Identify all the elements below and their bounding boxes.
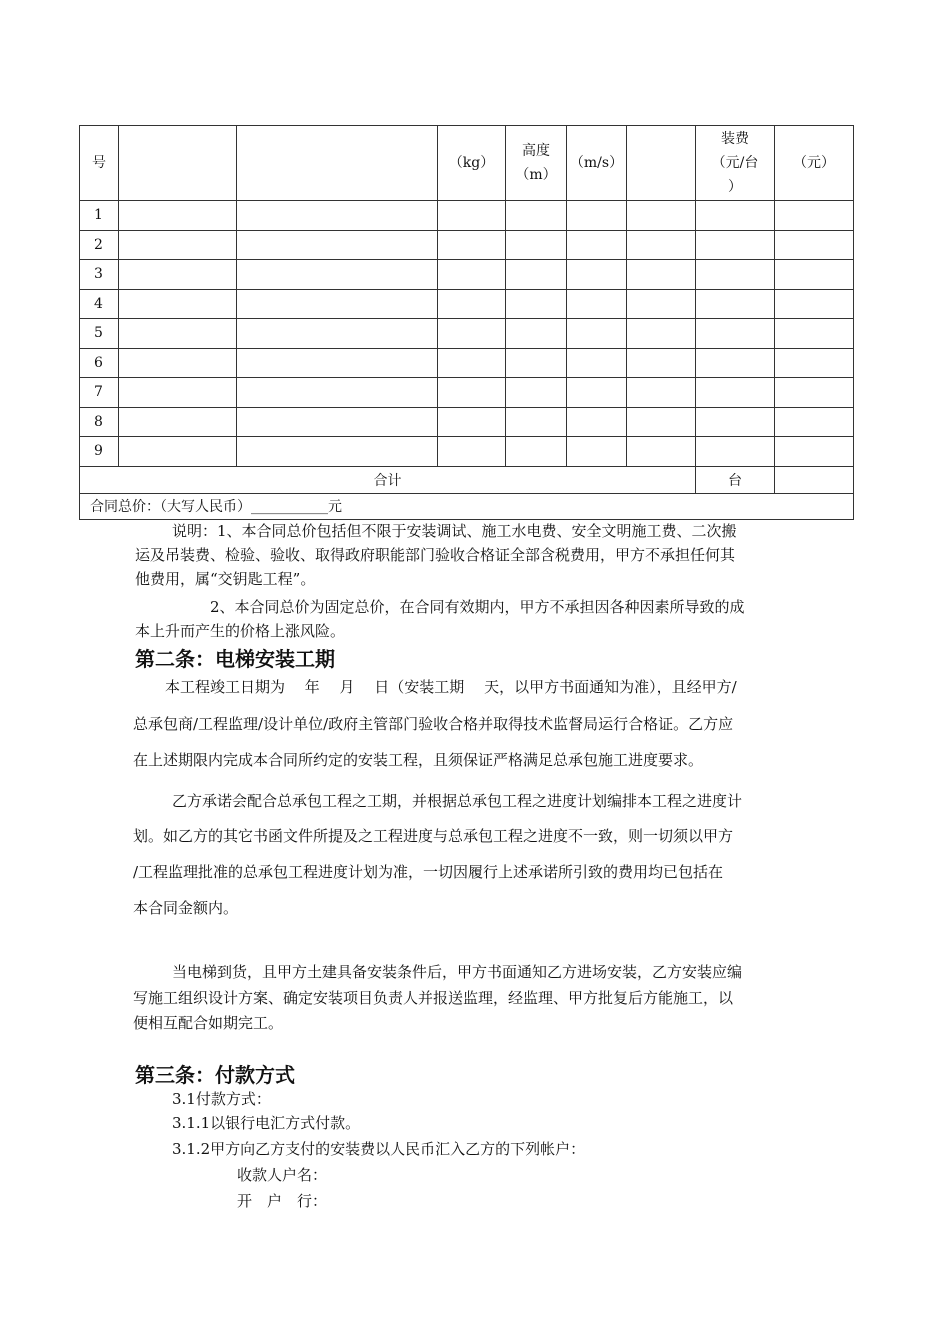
table-cell xyxy=(119,260,237,290)
section2-line: 本合同金额内。 xyxy=(133,899,239,917)
table-row xyxy=(80,230,854,260)
table-cell xyxy=(119,407,237,437)
note-line: 他费用，属“交钥匙工程”。 xyxy=(135,570,316,588)
table-cell xyxy=(506,230,567,260)
table-cell xyxy=(567,230,627,260)
table-cell xyxy=(775,378,854,408)
table-cell xyxy=(438,201,506,231)
table-row xyxy=(80,348,854,378)
table-row xyxy=(80,201,854,231)
table-cell xyxy=(438,289,506,319)
note-line: 2、本合同总价为固定总价，在合同有效期内，甲方不承担因各种因素所导致的成 xyxy=(210,598,745,616)
table-cell xyxy=(237,348,438,378)
contract-total: 合同总价：（大写人民币）___________元 xyxy=(80,493,854,519)
table-cell xyxy=(627,348,696,378)
header-cell xyxy=(237,126,438,201)
table-cell xyxy=(567,348,627,378)
table-row xyxy=(80,378,854,408)
table-cell xyxy=(567,407,627,437)
header-cell: （m/s） xyxy=(567,126,627,201)
table-cell xyxy=(438,407,506,437)
table-cell xyxy=(506,201,567,231)
table-cell xyxy=(119,319,237,349)
header-cell: 高度 （m） xyxy=(506,126,567,201)
table-cell xyxy=(775,260,854,290)
table-cell xyxy=(627,230,696,260)
table-cell xyxy=(506,407,567,437)
section3-line: 3.1付款方式： xyxy=(172,1090,271,1108)
table-cell xyxy=(775,201,854,231)
header-cell: 装费 （元/台 ） xyxy=(696,126,775,201)
section2-line: 本工程竣工日期为 年 月 日（安装工期 天，以甲方书面通知为准），且经甲方/ xyxy=(165,678,737,696)
elevator-price-table xyxy=(79,125,854,520)
table-cell xyxy=(775,407,854,437)
table-cell xyxy=(237,378,438,408)
table-cell xyxy=(696,378,775,408)
table-cell xyxy=(775,319,854,349)
payee-name-label: 收款人户名： xyxy=(237,1166,328,1184)
section2-line: 总承包商/工程监理/设计单位/政府主管部门验收合格并取得技术监督局运行合格证。乙方应 xyxy=(133,715,734,733)
table-cell xyxy=(237,289,438,319)
row-number: 8 xyxy=(80,407,119,437)
row-number: 3 xyxy=(80,260,119,290)
table-row xyxy=(80,407,854,437)
row-number: 5 xyxy=(80,319,119,349)
row-number: 7 xyxy=(80,378,119,408)
section3-line: 3.1.1以银行电汇方式付款。 xyxy=(172,1114,361,1132)
table-cell xyxy=(696,289,775,319)
table-cell xyxy=(438,348,506,378)
table-cell xyxy=(438,437,506,467)
table-cell xyxy=(567,201,627,231)
table-cell xyxy=(775,230,854,260)
table-cell xyxy=(119,289,237,319)
note-line: 本上升而产生的价格上涨风险。 xyxy=(135,622,346,640)
table-cell xyxy=(506,378,567,408)
table-row xyxy=(80,260,854,290)
table-cell xyxy=(775,437,854,467)
table-cell xyxy=(627,289,696,319)
header-cell xyxy=(627,126,696,201)
unit-label: 台 xyxy=(696,466,775,493)
note-line: 说明：1、本合同总价包括但不限于安装调试、施工水电费、安全文明施工费、二次搬 xyxy=(172,522,737,540)
table-cell xyxy=(119,201,237,231)
table-cell xyxy=(506,319,567,349)
table-row xyxy=(80,437,854,467)
table-cell xyxy=(438,319,506,349)
table-cell xyxy=(627,407,696,437)
header-cell: （kg） xyxy=(438,126,506,201)
table-cell xyxy=(696,201,775,231)
table-cell xyxy=(627,319,696,349)
table-cell xyxy=(119,378,237,408)
table-cell xyxy=(567,289,627,319)
table-cell xyxy=(237,319,438,349)
table-cell xyxy=(506,437,567,467)
table-cell xyxy=(119,348,237,378)
table-cell xyxy=(237,407,438,437)
table-cell xyxy=(696,260,775,290)
table-cell xyxy=(696,319,775,349)
table-cell xyxy=(696,230,775,260)
table-cell xyxy=(567,378,627,408)
table-cell xyxy=(438,378,506,408)
total-label: 合计 xyxy=(80,466,696,493)
table-cell xyxy=(237,230,438,260)
table-cell xyxy=(627,201,696,231)
section2-title: 第二条：电梯安装工期 xyxy=(135,647,335,671)
header-cell: 号 xyxy=(80,126,119,201)
section2-line: 乙方承诺会配合总承包工程之工期，并根据总承包工程之进度计划编排本工程之进度计 xyxy=(172,792,743,810)
table-cell xyxy=(438,260,506,290)
section3-title: 第三条：付款方式 xyxy=(135,1063,295,1087)
table-cell xyxy=(627,378,696,408)
table-cell xyxy=(627,437,696,467)
section2-line: 便相互配合如期完工。 xyxy=(133,1014,284,1032)
table-cell xyxy=(119,437,237,467)
section2-line: /工程监理批准的总承包工程进度计划为准，一切因履行上述承诺所引致的费用均已包括在 xyxy=(133,863,724,881)
row-number: 6 xyxy=(80,348,119,378)
section2-line: 写施工组织设计方案、确定安装项目负责人并报送监理，经监理、甲方批复后方能施工，以 xyxy=(133,989,734,1007)
bank-label: 开 户 行： xyxy=(237,1192,328,1210)
header-cell: （元） xyxy=(775,126,854,201)
row-number: 9 xyxy=(80,437,119,467)
table-cell xyxy=(696,407,775,437)
table-row xyxy=(80,289,854,319)
table-cell xyxy=(567,319,627,349)
table-cell xyxy=(506,348,567,378)
table-cell xyxy=(627,260,696,290)
row-number: 2 xyxy=(80,230,119,260)
table-cell xyxy=(775,348,854,378)
table-cell xyxy=(775,289,854,319)
header-cell xyxy=(119,126,237,201)
table-cell xyxy=(438,230,506,260)
section2-line: 划。如乙方的其它书函文件所提及之工程进度与总承包工程之进度不一致，则一切须以甲方 xyxy=(133,827,734,845)
table-cell xyxy=(567,437,627,467)
table-cell xyxy=(696,437,775,467)
section2-line: 在上述期限内完成本合同所约定的安装工程，且须保证严格满足总承包施工进度要求。 xyxy=(133,751,704,769)
section2-line: 当电梯到货，且甲方土建具备安装条件后，甲方书面通知乙方进场安装，乙方安装应编 xyxy=(172,963,743,981)
table-cell xyxy=(696,348,775,378)
table-cell xyxy=(237,260,438,290)
row-number: 1 xyxy=(80,201,119,231)
table-cell xyxy=(506,260,567,290)
section3-line: 3.1.2甲方向乙方支付的安装费以人民币汇入乙方的下列帐户： xyxy=(172,1140,586,1158)
table-cell xyxy=(119,230,237,260)
table-cell xyxy=(237,437,438,467)
table-cell xyxy=(506,289,567,319)
note-line: 运及吊装费、检验、验收、取得政府职能部门验收合格证全部含税费用，甲方不承担任何其 xyxy=(135,546,736,564)
table-cell xyxy=(237,201,438,231)
table-row xyxy=(80,319,854,349)
row-number: 4 xyxy=(80,289,119,319)
table-cell xyxy=(567,260,627,290)
